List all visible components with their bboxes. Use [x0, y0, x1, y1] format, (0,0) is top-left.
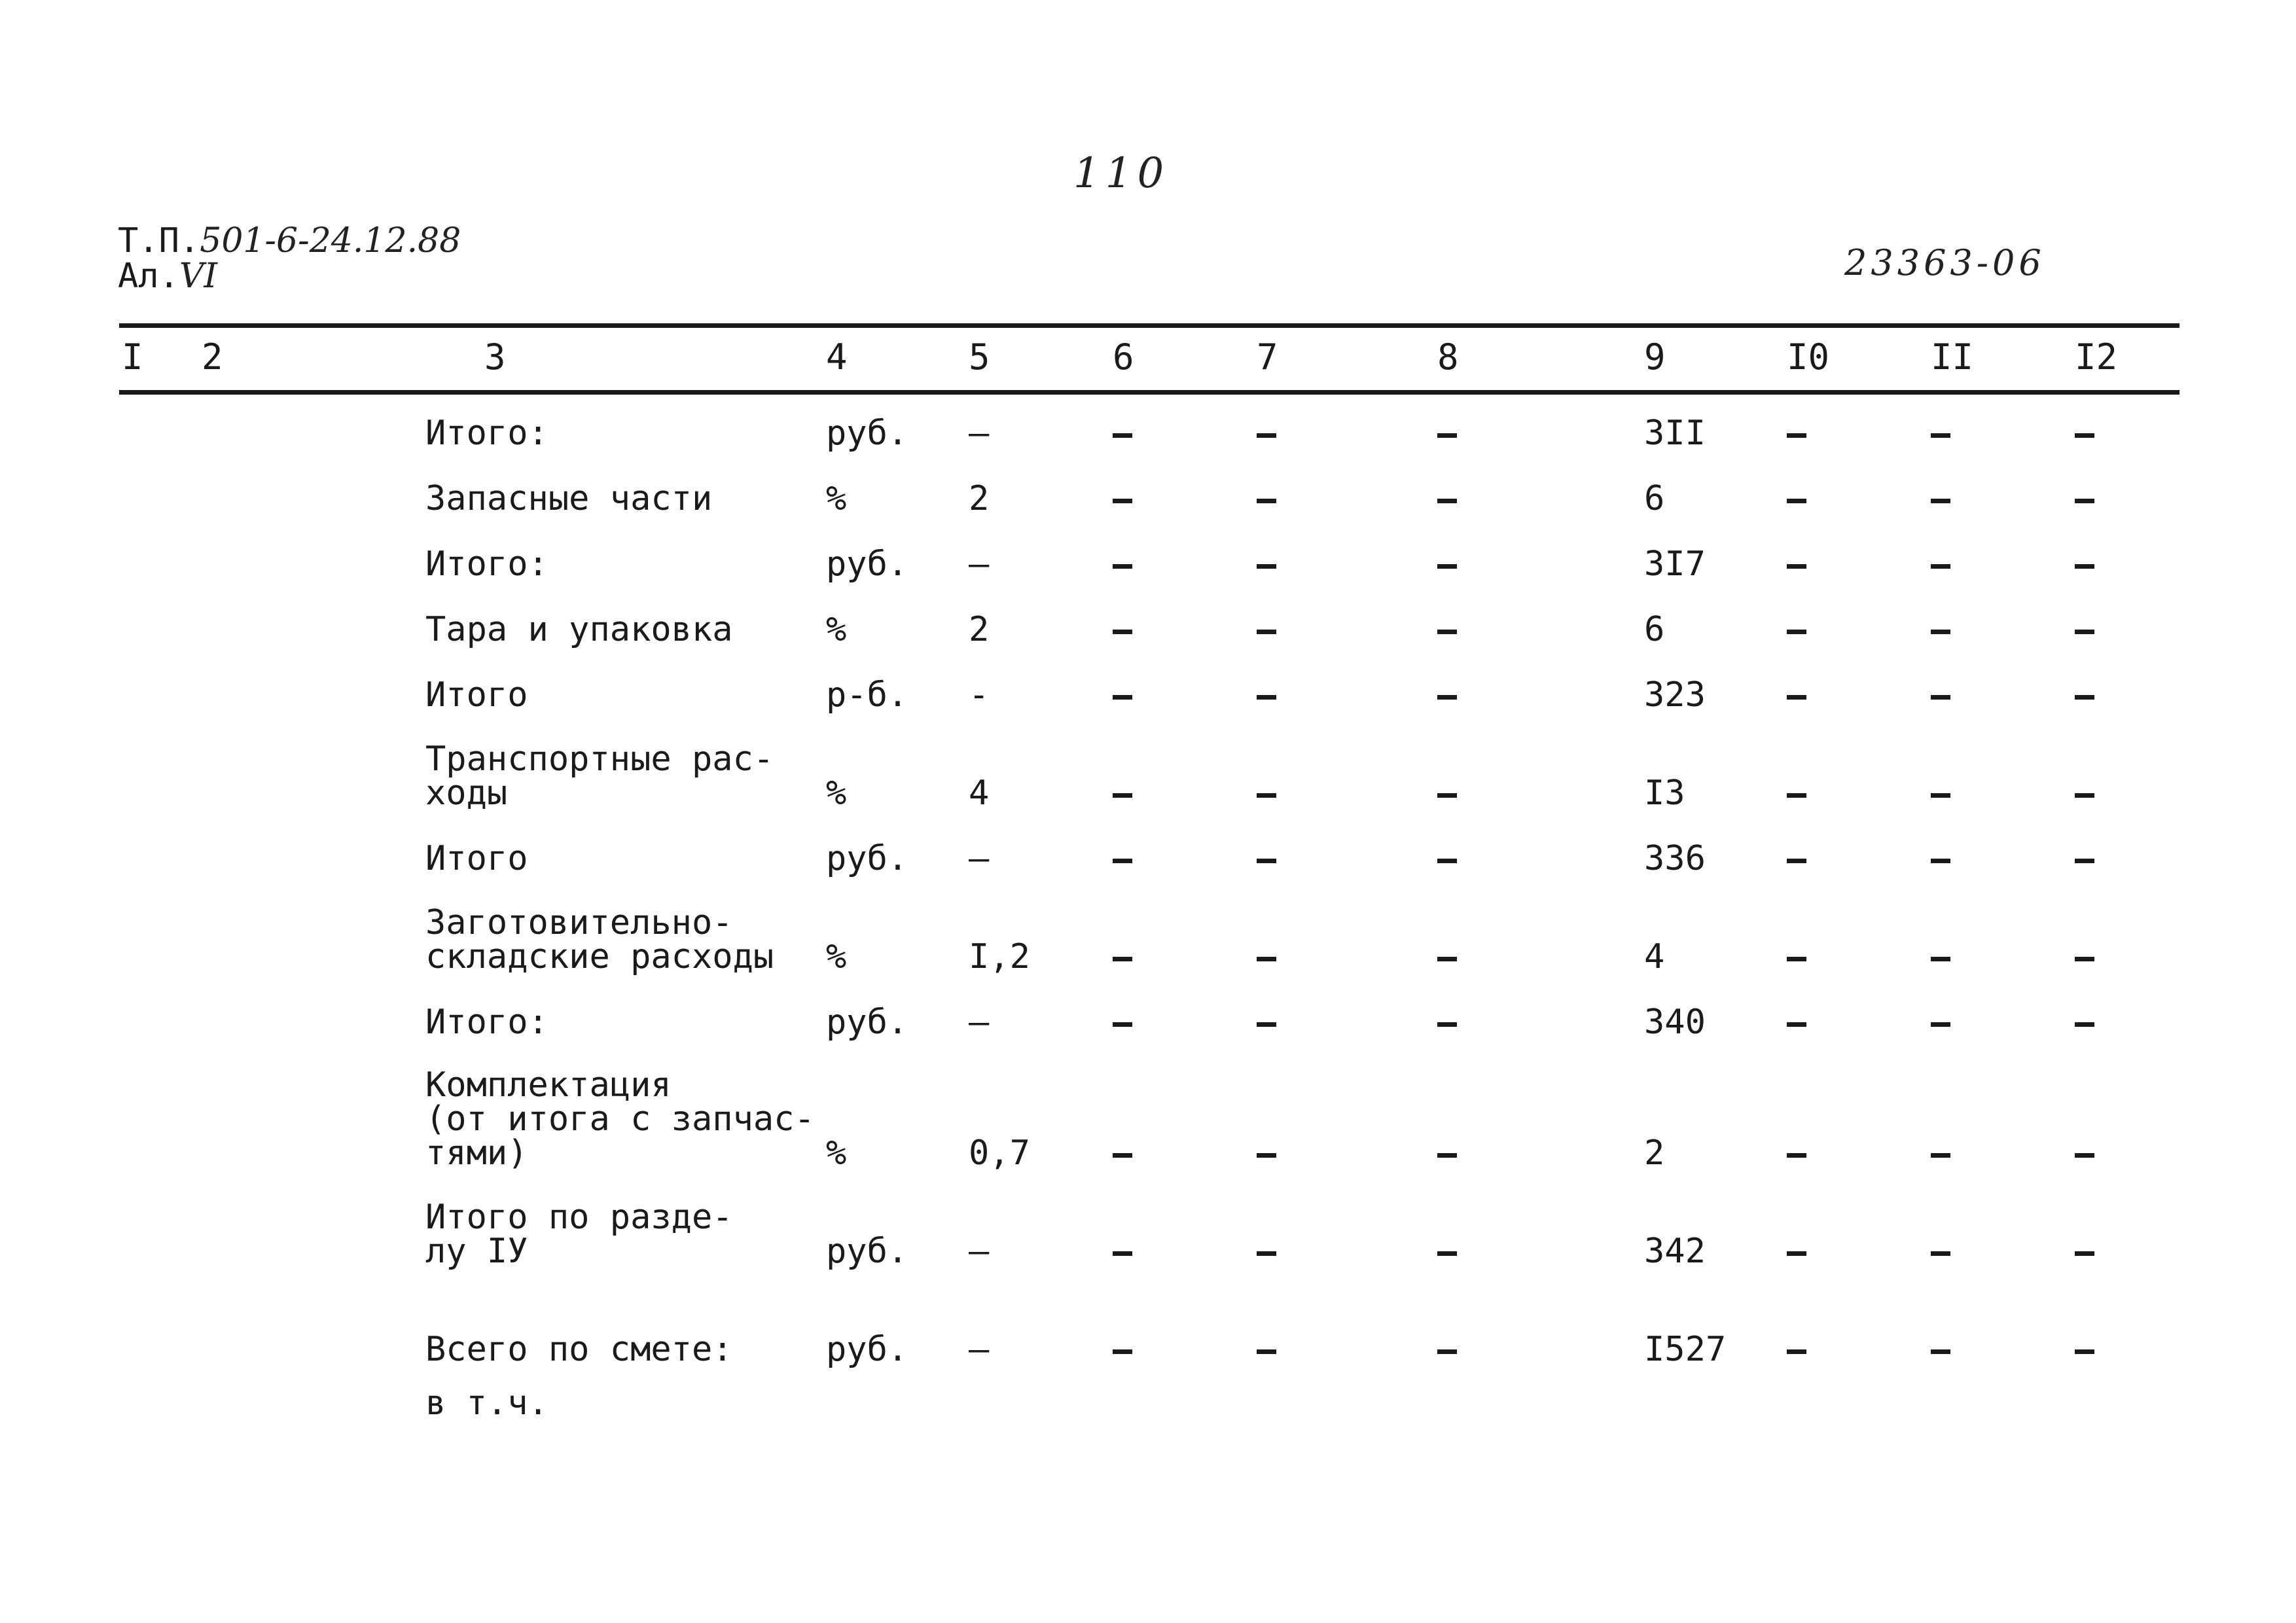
row-unit: %	[826, 610, 847, 649]
row-name-line: лу IУ	[425, 1232, 528, 1271]
empty-cell-dash	[1113, 433, 1132, 438]
empty-cell-dash	[2075, 564, 2094, 569]
row-unit: %	[826, 479, 847, 518]
empty-cell-dash	[2075, 630, 2094, 634]
album-id	[118, 257, 217, 296]
row-unit: руб.	[826, 839, 908, 878]
empty-cell-dash	[1257, 695, 1276, 700]
empty-cell-dash	[1931, 793, 1950, 798]
row-name-line: Тара и упаковка	[425, 610, 733, 649]
row-name-line: тями)	[425, 1133, 528, 1173]
row-rate: –	[969, 1330, 990, 1369]
row-name-line: складские расходы	[425, 937, 774, 976]
empty-cell-dash	[1257, 433, 1276, 438]
row-unit: %	[826, 937, 847, 976]
empty-cell-dash	[1437, 793, 1457, 798]
empty-cell-dash	[1437, 695, 1457, 700]
empty-cell-dash	[2075, 1153, 2094, 1158]
empty-cell-dash	[2075, 957, 2094, 961]
empty-cell-dash	[1113, 1251, 1132, 1256]
row-unit: %	[826, 774, 847, 813]
row-amount: 4	[1644, 937, 1665, 976]
empty-cell-dash	[1787, 957, 1806, 961]
row-amount: I527	[1644, 1330, 1727, 1369]
empty-cell-dash	[1437, 1022, 1457, 1027]
row-rate: -	[969, 675, 990, 715]
column-number: I2	[2075, 336, 2118, 378]
row-name-line: Итого по разде-	[425, 1198, 733, 1237]
row-name-line: Итого	[425, 675, 528, 715]
empty-cell-dash	[1931, 499, 1950, 503]
column-number: 9	[1644, 336, 1666, 378]
empty-cell-dash	[1257, 1022, 1276, 1027]
empty-cell-dash	[1931, 957, 1950, 961]
empty-cell-dash	[1787, 1349, 1806, 1354]
row-rate: –	[969, 1232, 990, 1271]
document-id	[118, 221, 461, 260]
empty-cell-dash	[1113, 793, 1132, 798]
row-amount: 3I7	[1644, 544, 1706, 584]
empty-cell-dash	[1257, 630, 1276, 634]
table-header-rule	[119, 390, 2179, 395]
column-number: 5	[969, 336, 990, 378]
empty-cell-dash	[1931, 564, 1950, 569]
row-rate: –	[969, 414, 990, 453]
row-name-line: Итого:	[425, 414, 548, 453]
empty-cell-dash	[1113, 1153, 1132, 1158]
row-unit: руб.	[826, 1330, 908, 1369]
empty-cell-dash	[1787, 1153, 1806, 1158]
column-number: II	[1931, 336, 1974, 378]
empty-cell-dash	[1787, 1251, 1806, 1256]
album-prefix: Ал.	[118, 257, 179, 296]
empty-cell-dash	[1113, 1349, 1132, 1354]
empty-cell-dash	[1931, 1349, 1950, 1354]
row-name-line: Итого:	[425, 544, 548, 584]
empty-cell-dash	[1437, 957, 1457, 961]
row-name-line: Заготовительно-	[425, 903, 733, 942]
empty-cell-dash	[1931, 1251, 1950, 1256]
empty-cell-dash	[1787, 499, 1806, 503]
empty-cell-dash	[2075, 499, 2094, 503]
row-name-line: Итого:	[425, 1003, 548, 1042]
row-unit: руб.	[826, 414, 908, 453]
column-number: 4	[826, 336, 848, 378]
row-amount: 6	[1644, 479, 1665, 518]
row-amount: 3II	[1644, 414, 1706, 453]
row-name-line: Запасные части	[425, 479, 713, 518]
row-rate: 2	[969, 479, 990, 518]
empty-cell-dash	[1113, 630, 1132, 634]
empty-cell-dash	[2075, 859, 2094, 863]
empty-cell-dash	[1437, 433, 1457, 438]
empty-cell-dash	[1437, 564, 1457, 569]
row-amount: 340	[1644, 1003, 1706, 1042]
row-rate: 4	[969, 774, 990, 813]
empty-cell-dash	[1787, 1022, 1806, 1027]
row-amount: 2	[1644, 1133, 1665, 1173]
row-unit: руб.	[826, 1003, 908, 1042]
empty-cell-dash	[1113, 564, 1132, 569]
row-name-line: ходы	[425, 774, 508, 813]
row-unit: руб.	[826, 544, 908, 584]
empty-cell-dash	[1787, 695, 1806, 700]
row-amount: 342	[1644, 1232, 1706, 1271]
row-unit: руб.	[826, 1232, 908, 1271]
empty-cell-dash	[1113, 499, 1132, 503]
page-number: 110	[1073, 149, 1170, 198]
row-name-line: Транспортные рас-	[425, 740, 774, 779]
empty-cell-dash	[1931, 433, 1950, 438]
empty-cell-dash	[1931, 695, 1950, 700]
document-id-code: 501-6-24.12.88	[200, 221, 461, 260]
empty-cell-dash	[1257, 793, 1276, 798]
empty-cell-dash	[1113, 1022, 1132, 1027]
row-name-line: Итого	[425, 839, 528, 878]
column-number: 3	[484, 336, 506, 378]
empty-cell-dash	[1257, 1251, 1276, 1256]
empty-cell-dash	[1437, 630, 1457, 634]
table-top-rule	[119, 323, 2179, 328]
empty-cell-dash	[2075, 1349, 2094, 1354]
empty-cell-dash	[2075, 695, 2094, 700]
row-amount: 323	[1644, 675, 1706, 715]
footer-note: в т.ч.	[425, 1383, 548, 1423]
empty-cell-dash	[1437, 1251, 1457, 1256]
empty-cell-dash	[1787, 433, 1806, 438]
row-rate: –	[969, 839, 990, 878]
row-name-line: (от итога с запчас-	[425, 1099, 815, 1139]
empty-cell-dash	[1787, 793, 1806, 798]
column-number: 2	[202, 336, 223, 378]
row-amount: I3	[1644, 774, 1685, 813]
column-number: 7	[1257, 336, 1278, 378]
row-rate: 2	[969, 610, 990, 649]
empty-cell-dash	[2075, 793, 2094, 798]
empty-cell-dash	[1437, 1153, 1457, 1158]
empty-cell-dash	[1113, 957, 1132, 961]
empty-cell-dash	[1257, 957, 1276, 961]
row-rate: 0,7	[969, 1133, 1030, 1173]
column-number: 8	[1437, 336, 1459, 378]
row-amount: 6	[1644, 610, 1665, 649]
row-unit: %	[826, 1133, 847, 1173]
album-value: VI	[179, 257, 218, 296]
row-amount: 336	[1644, 839, 1706, 878]
empty-cell-dash	[1931, 1022, 1950, 1027]
row-rate: –	[969, 544, 990, 584]
empty-cell-dash	[1437, 859, 1457, 863]
row-rate: I,2	[969, 937, 1030, 976]
empty-cell-dash	[1437, 499, 1457, 503]
row-name-line: Всего по смете:	[425, 1330, 733, 1369]
column-number: I0	[1787, 336, 1830, 378]
empty-cell-dash	[1437, 1349, 1457, 1354]
empty-cell-dash	[1257, 564, 1276, 569]
empty-cell-dash	[2075, 1251, 2094, 1256]
empty-cell-dash	[1787, 630, 1806, 634]
empty-cell-dash	[1257, 1349, 1276, 1354]
row-name-line: Комплектация	[425, 1065, 672, 1105]
empty-cell-dash	[2075, 433, 2094, 438]
document-code-right: 23363-06	[1844, 242, 2045, 283]
empty-cell-dash	[1113, 859, 1132, 863]
empty-cell-dash	[1257, 859, 1276, 863]
column-number: I	[122, 336, 143, 378]
empty-cell-dash	[1257, 499, 1276, 503]
row-unit: р-б.	[826, 675, 908, 715]
empty-cell-dash	[1787, 859, 1806, 863]
empty-cell-dash	[1931, 630, 1950, 634]
column-number: 6	[1113, 336, 1134, 378]
empty-cell-dash	[1931, 859, 1950, 863]
empty-cell-dash	[1787, 564, 1806, 569]
empty-cell-dash	[1931, 1153, 1950, 1158]
empty-cell-dash	[2075, 1022, 2094, 1027]
document-id-prefix: Т.П.	[118, 221, 200, 260]
empty-cell-dash	[1113, 695, 1132, 700]
row-rate: –	[969, 1003, 990, 1042]
empty-cell-dash	[1257, 1153, 1276, 1158]
